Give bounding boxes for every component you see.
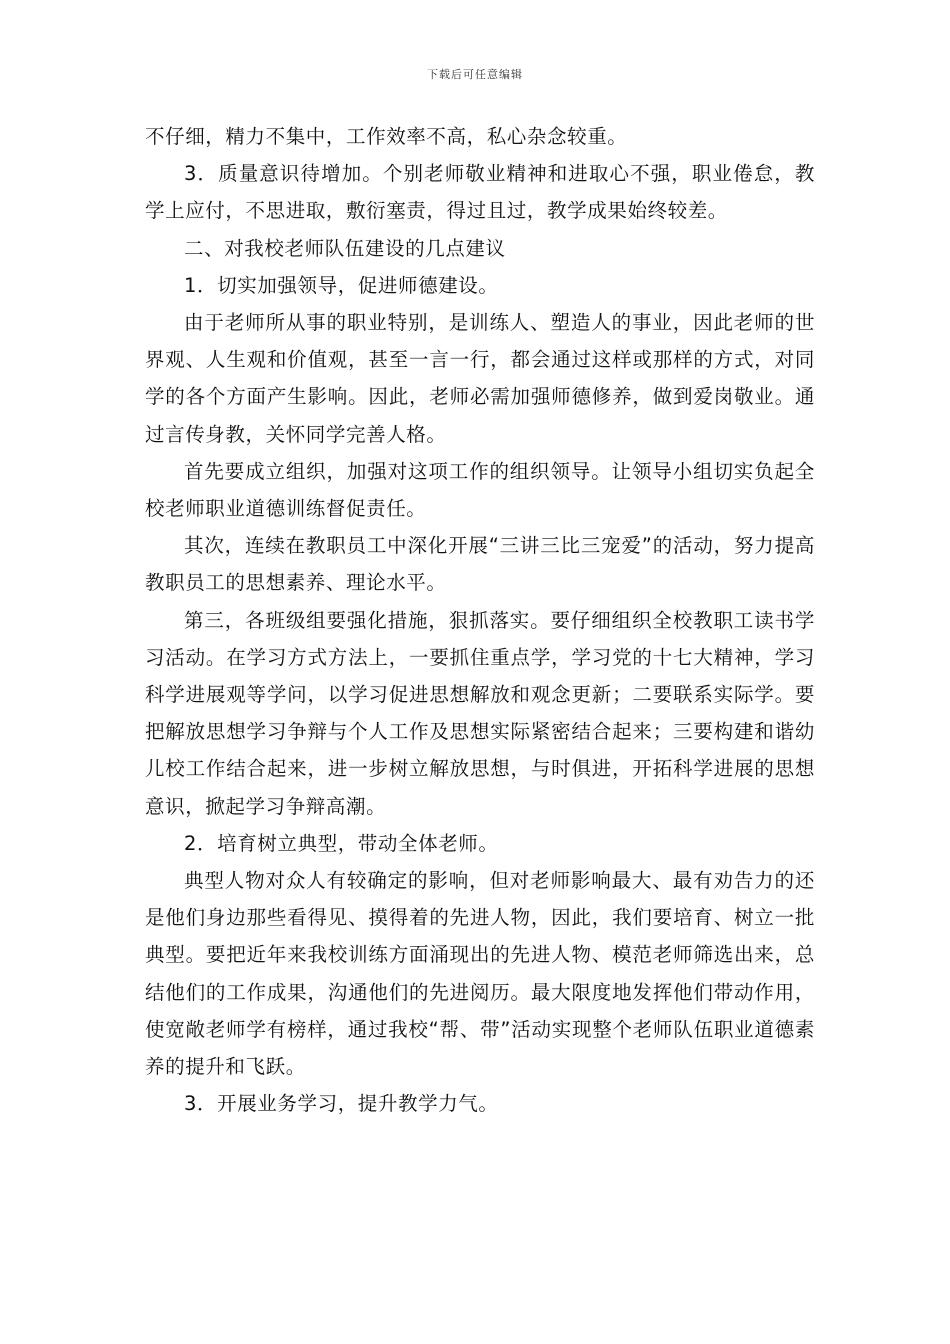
- page-header: 下载后可任意编辑: [427, 68, 523, 81]
- subheading-role-models: 2．培育树立典型，带动全体老师。: [184, 831, 499, 855]
- paragraph-quality-awareness: 3．质量意识待增加。个别老师敬业精神和进取心不强，职业倦怠，教学上应付，不思进取，敷衍塞责，得过且过，教学成果始终较差。: [145, 162, 815, 223]
- paragraph-third-measures: 第三，各班级组要强化措施，狠抓落实。要仔细组织全校教职工读书学习活动。在学习方式方法上，一要抓住重点学，学习党的十七大精神，学习科学进展观等学问，以学习促进思想解放和观念更新；二要联系实际学。要把解放思想学习争辩与个人工作及思想实际紧密结合起来；三要构建和谐幼儿校工作结合起来，进一步树立解放思想，与时俱进，开拓科学进展的思想意识，掀起学习争辩高潮。: [145, 608, 815, 818]
- paragraph-first-organization: 首先要成立组织，加强对这项工作的组织领导。让领导小组切实负起全校老师职业道德训练督促责任。: [145, 459, 815, 521]
- subheading-business-study: 3．开展业务学习，提升教学力气。: [184, 1092, 499, 1116]
- subheading-leadership: 1．切实加强领导，促进师德建设。: [184, 273, 499, 297]
- paragraph-teacher-profession: 由于老师所从事的职业特别，是训练人、塑造人的事业，因此老师的世界观、人生观和价值观，甚至一言一行，都会通过这样或那样的方式，对同学的各个方面产生影响。因此，老师必需加强师德修养，做到爱岗敬业。通过言传身教，关怀同学完善人格。: [145, 311, 815, 446]
- paragraph-typical-figures: 典型人物对众人有较确定的影响，但对老师影响最大、最有劝告力的还是他们身边那些看得见、摸得着的先进人物，因此，我们要培育、树立一批典型。要把近年来我校训练方面涌现出的先进人物、模范老师筛选出来，总结他们的工作成果，沟通他们的先进阅历。最大限度地发挥他们带动作用，使宽敞老师学有榜样，通过我校“帮、带”活动实现整个老师队伍职业道德素养的提升和飞跃。: [145, 869, 815, 1079]
- paragraph-second-activity: 其次，连续在教职员工中深化开展“三讲三比三宠爱”的活动，努力提高教职员工的思想素养、理论水平。: [145, 534, 815, 595]
- document-body: [145, 118, 815, 1122]
- section-heading-suggestions: 二、对我校老师队伍建设的几点建议: [184, 236, 506, 260]
- paragraph-continued: 不仔细，精力不集中，工作效率不高，私心杂念较重。: [145, 125, 628, 148]
